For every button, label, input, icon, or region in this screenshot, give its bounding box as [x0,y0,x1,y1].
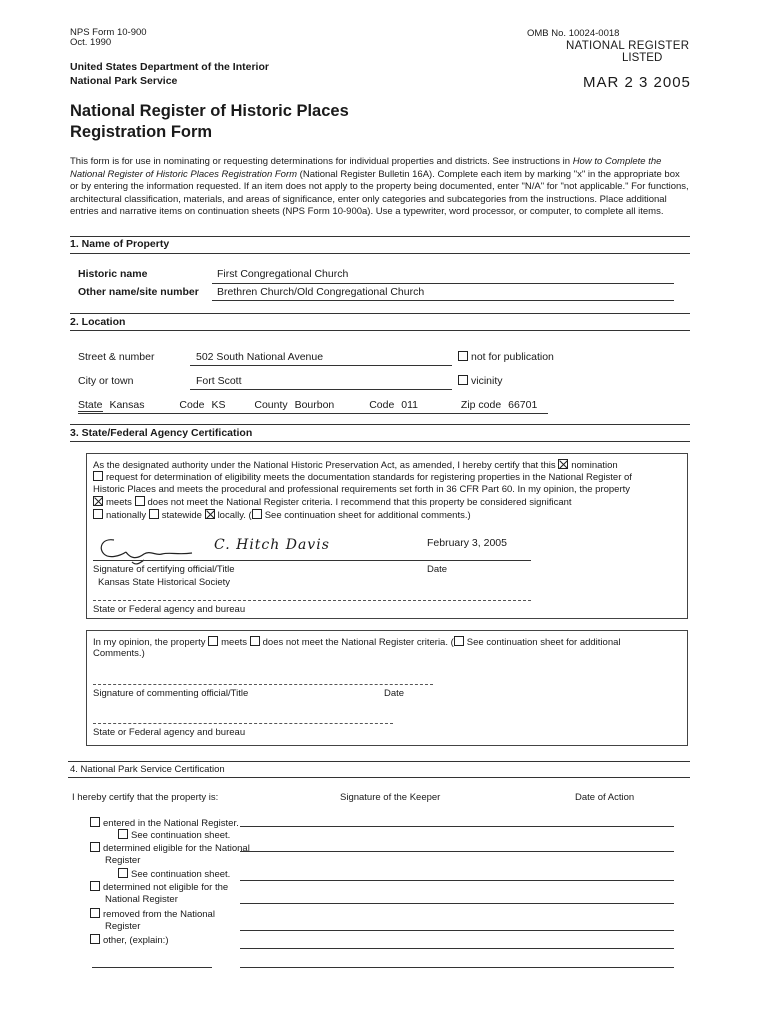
date-of-action-label: Date of Action [575,792,635,803]
continuation-sheet-checkbox[interactable] [252,509,262,519]
department-name: United States Department of the Interior [70,61,269,73]
cert-line-3: Historic Places and meets the procedural and professional requirements set forth in 36 CFR Part 60. In my opinion, the property [93,484,631,495]
option-removed[interactable]: removed from the National [90,908,215,920]
county-code-label: Code [369,399,395,411]
vicinity[interactable]: vicinity [458,375,503,387]
service-name: National Park Service [70,75,178,87]
statewide-checkbox[interactable] [149,509,159,519]
option-removed-line2: Register [105,921,141,932]
state-label: State [78,399,103,411]
county-code-value[interactable]: 011 [401,399,418,411]
historic-name-label: Historic name [78,268,148,280]
option-not-eligible-line2: National Register [105,894,178,905]
form-number: NPS Form 10-900 [70,27,147,38]
form-title: National Register of Historic Places [70,102,349,120]
option-eligible-line2: Register [105,855,141,866]
state-code-label: Code [179,399,205,411]
agency-name[interactable]: Kansas State Historical Society [98,577,231,588]
date-label: Date [427,564,448,575]
date2-label: Date [384,688,405,699]
state-value[interactable]: Kansas [109,399,145,411]
not-for-publication-checkbox[interactable] [458,351,468,361]
listed-stamp-line2: LISTED [622,52,663,64]
eligible-continuation-checkbox[interactable] [118,868,128,878]
instructions-paragraph: This form is for use in nominating or requesting determinations for individual properties and districts. See instructions in How to Complete the National Register of Historic Places Registration Form (National Register Bulletin 16A). Complete each item by marking "x" in the appropriate box or by entering the information requested. If an item does not apply to the property being documented, enter "N/A" for "not applicable." For functions, architectural classification, materials, and areas of significance, enter only categories and subcategories from the instructions. Place additional entries and narrative items on continuation sheets (NPS Form 10-900a). Use a typewriter, word processor, or computer, to complete all items. [70,156,689,217]
eligibility-request-checkbox[interactable] [93,471,103,481]
locally-checkbox[interactable] [205,509,215,519]
section4-heading: 4. National Park Service Certification [70,764,225,775]
eligible-checkbox[interactable] [90,842,100,852]
city-value[interactable]: Fort Scott [196,375,242,387]
bureau2-label: State or Federal agency and bureau [93,727,246,738]
option-eligible[interactable]: determined eligible for the National [90,842,250,854]
option-eligible-continuation[interactable]: See continuation sheet. [118,868,230,880]
other-name-value[interactable]: Brethren Church/Old Congregational Church [217,286,425,298]
cert-line-5: nationally statewide locally. ( See continuation sheet for additional comments.) [93,509,471,521]
county-label: County [254,399,288,411]
state-row [78,399,537,412]
option-not-eligible[interactable]: determined not eligible for the [90,881,228,893]
does-not-meet-checkbox[interactable] [135,496,145,506]
omb-number: OMB No. 10024-0018 [527,28,620,39]
cert-line-4: meets does not meet the National Register criteria. I recommend that this property be considered significant [93,496,572,508]
keeper-label: Signature of the Keeper [340,792,441,803]
nomination-checkbox[interactable] [558,459,568,469]
entered-checkbox[interactable] [90,817,100,827]
option-other[interactable]: other, (explain:) [90,934,168,946]
form-date: Oct. 1990 [70,37,112,48]
opinion-not-meet-checkbox[interactable] [250,636,260,646]
nationally-checkbox[interactable] [93,509,103,519]
opinion-line-1: In my opinion, the property meets does not meet the National Register criteria. ( See continuation sheet for additional [93,637,621,648]
option-entered-continuation[interactable]: See continuation sheet. [118,829,230,841]
certify-label: I hereby certify that the property is: [72,792,219,803]
opinion-meets-checkbox[interactable] [208,636,218,646]
state-code-value[interactable]: KS [211,399,226,411]
cert-line-2: request for determination of eligibility meets the documentation standards for registering properties in the National Register of [93,471,632,483]
entered-continuation-checkbox[interactable] [118,829,128,839]
cert-line-1: As the designated authority under the National Historic Preservation Act, as amended, I hereby certify that this nomination [93,460,618,471]
zip-value[interactable]: 66701 [508,399,538,411]
other-checkbox[interactable] [90,934,100,944]
form-subtitle: Registration Form [70,123,213,141]
county-value[interactable]: Bourbon [294,399,335,411]
opinion-line-2: Comments.) [93,648,145,659]
option-entered[interactable]: entered in the National Register. [90,817,239,829]
street-label: Street & number [78,351,155,363]
other-name-label: Other name/site number [78,286,199,298]
opinion-continuation-checkbox[interactable] [454,636,464,646]
commenting-official-label: Signature of commenting official/Title [93,688,249,699]
certifying-official-label: Signature of certifying official/Title [93,564,235,575]
vicinity-checkbox[interactable] [458,375,468,385]
not-for-publication[interactable]: not for publication [458,351,554,363]
signature-date[interactable]: February 3, 2005 [427,537,507,549]
section3-heading: 3. State/Federal Agency Certification [70,427,253,439]
listed-stamp-line1: NATIONAL REGISTER [566,40,690,52]
section1-heading: 1. Name of Property [70,238,170,250]
zip-label: Zip code [460,399,502,411]
listed-stamp-date: MAR 2 3 2005 [583,74,691,91]
section2-heading: 2. Location [70,316,126,328]
bureau-label: State or Federal agency and bureau [93,604,246,615]
meets-checkbox[interactable] [93,496,103,506]
city-label: City or town [78,375,134,387]
signature-text: C. Hitch Davis [214,537,330,553]
historic-name-value[interactable]: First Congregational Church [217,268,349,280]
not-eligible-checkbox[interactable] [90,881,100,891]
removed-checkbox[interactable] [90,908,100,918]
street-value[interactable]: 502 South National Avenue [196,351,324,363]
